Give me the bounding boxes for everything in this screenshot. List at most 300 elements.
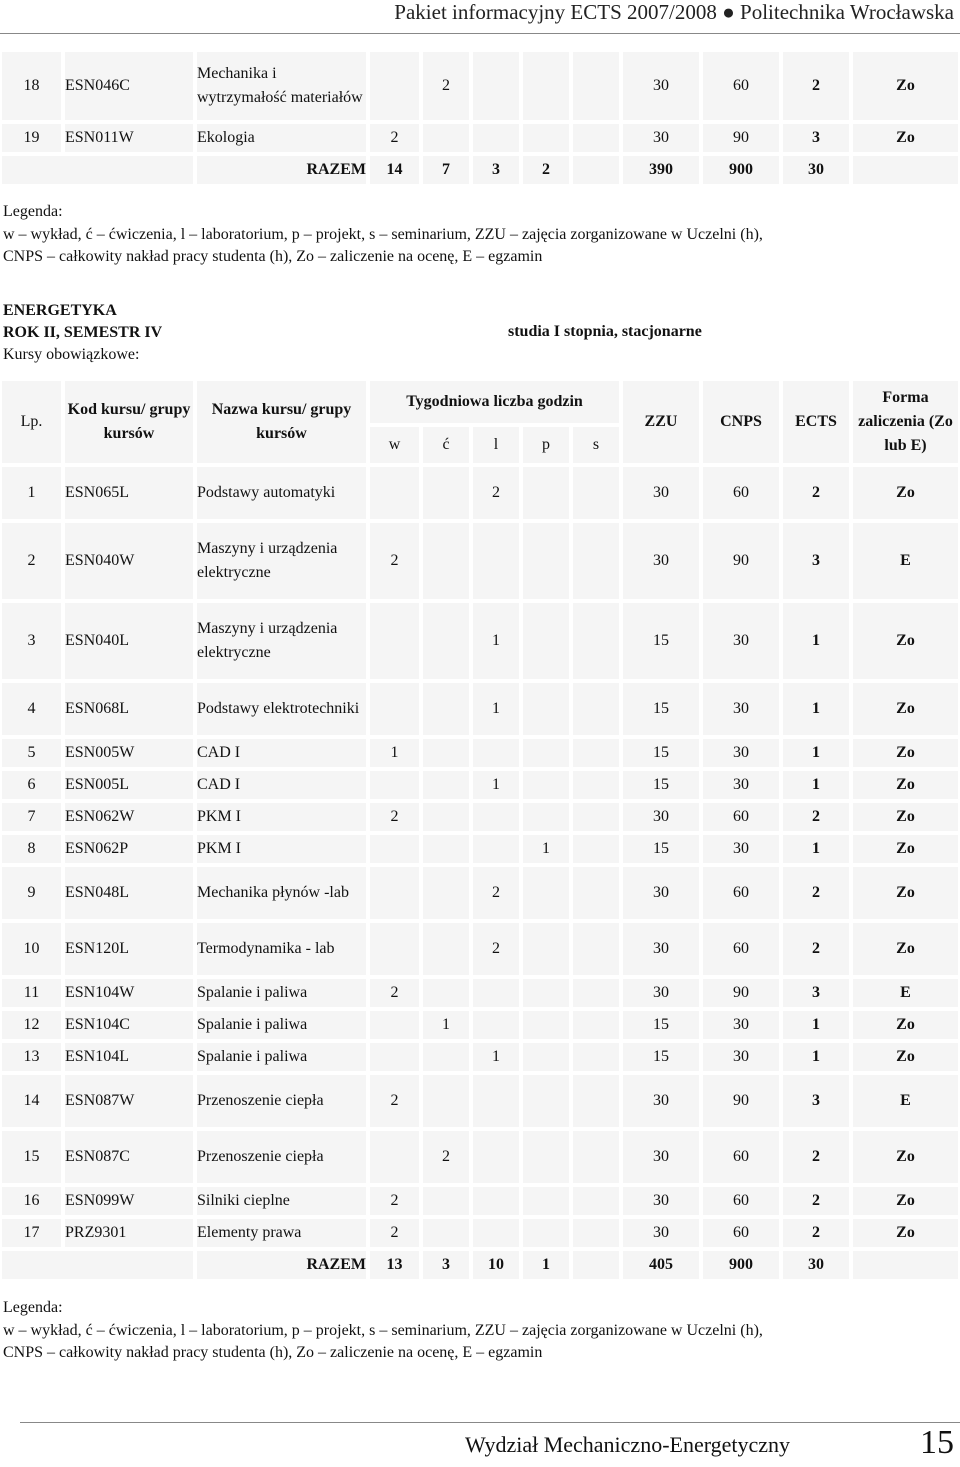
cnps-value: 60 [701, 1217, 781, 1249]
hours-p [521, 1185, 571, 1217]
cnps-value: 60 [701, 1185, 781, 1217]
hours-s [571, 769, 621, 801]
hours-s [571, 1073, 621, 1129]
course-code: ESN104L [63, 1041, 195, 1073]
legend-title: Legenda: [3, 203, 63, 220]
form-value: Zo [851, 1009, 960, 1041]
table-row [0, 737, 960, 769]
hours-s [571, 921, 621, 977]
hours-c [421, 865, 471, 921]
ects-value: 1 [781, 601, 851, 681]
header-lp: Lp. [0, 379, 63, 465]
row-number: 1 [0, 465, 63, 521]
total-c: 3 [421, 1249, 471, 1281]
hours-p [521, 601, 571, 681]
hours-w [368, 1041, 421, 1073]
row-number: 14 [0, 1073, 63, 1129]
cnps-value: 30 [701, 737, 781, 769]
cnps-value: 60 [701, 465, 781, 521]
ects-value: 2 [781, 1129, 851, 1185]
hours-c: 2 [421, 1129, 471, 1185]
form-value: Zo [851, 601, 960, 681]
row-number: 12 [0, 1009, 63, 1041]
hours-s [571, 833, 621, 865]
hours-w: 2 [368, 521, 421, 601]
course-code: PRZ9301 [63, 1217, 195, 1249]
top-course-table [0, 50, 960, 186]
hours-s [571, 1129, 621, 1185]
hours-p [521, 1009, 571, 1041]
zzu-value: 30 [621, 1073, 701, 1129]
hours-p [521, 1073, 571, 1129]
row-number: 10 [0, 921, 63, 977]
course-name: Spalanie i paliwa [195, 977, 368, 1009]
zzu-value: 30 [621, 977, 701, 1009]
form-value: Zo [851, 1217, 960, 1249]
hours-p [521, 977, 571, 1009]
ects-value: 1 [781, 1041, 851, 1073]
footer-faculty: Wydział Mechaniczno-Energetyczny [465, 1432, 791, 1457]
total-spacer [0, 1249, 195, 1281]
zzu-value: 15 [621, 769, 701, 801]
hours-c [421, 801, 471, 833]
legend-line: w – wykład, ć – ćwiczenia, l – laboratorium, p – projekt, s – seminarium, ZZU – zajęcia zorganizowane w Uczelni (h), [3, 225, 763, 243]
header-w: w [368, 425, 421, 465]
course-code: ESN068L [63, 681, 195, 737]
table-row [0, 1009, 960, 1041]
footer-rule [20, 1422, 960, 1423]
row-number: 19 [0, 122, 63, 154]
hours-p [521, 737, 571, 769]
ects-value: 2 [781, 801, 851, 833]
table-row [0, 1041, 960, 1073]
course-name: PKM I [195, 801, 368, 833]
table-row [0, 122, 960, 154]
hours-c [421, 921, 471, 977]
hours-l [471, 1129, 521, 1185]
section-year: ROK II, SEMESTR IV [3, 324, 163, 341]
zzu-value: 15 [621, 1041, 701, 1073]
course-code: ESN104C [63, 1009, 195, 1041]
table-row [0, 601, 960, 681]
total-w: 14 [368, 154, 421, 186]
hours-w [368, 865, 421, 921]
hours-w [368, 921, 421, 977]
course-name: Przenoszenie ciepła [195, 1073, 368, 1129]
ects-value: 3 [781, 977, 851, 1009]
hours-l [471, 1009, 521, 1041]
total-zzu: 405 [621, 1249, 701, 1281]
zzu-value: 30 [621, 865, 701, 921]
course-name: Przenoszenie ciepła [195, 1129, 368, 1185]
zzu-value: 15 [621, 1009, 701, 1041]
hours-p [521, 769, 571, 801]
hours-s [571, 801, 621, 833]
course-code: ESN048L [63, 865, 195, 921]
total-l: 3 [471, 154, 521, 186]
hours-l [471, 1185, 521, 1217]
hours-c: 1 [421, 1009, 471, 1041]
course-name: Maszyny i urządzenia elektryczne [195, 601, 368, 681]
course-name: CAD I [195, 769, 368, 801]
ects-value: 2 [781, 921, 851, 977]
hours-s [571, 465, 621, 521]
row-number: 5 [0, 737, 63, 769]
total-spacer [851, 1249, 960, 1281]
form-value: Zo [851, 737, 960, 769]
total-spacer [0, 154, 195, 186]
hours-c [421, 769, 471, 801]
row-number: 11 [0, 977, 63, 1009]
total-ects: 30 [781, 1249, 851, 1281]
ects-value: 1 [781, 681, 851, 737]
hours-c [421, 1073, 471, 1129]
table-row [0, 977, 960, 1009]
table-row [0, 521, 960, 601]
hours-w: 2 [368, 977, 421, 1009]
row-number: 4 [0, 681, 63, 737]
header-c: ć [421, 425, 471, 465]
hours-s [571, 1185, 621, 1217]
hours-w [368, 1129, 421, 1185]
hours-c [421, 681, 471, 737]
table-row [0, 865, 960, 921]
course-name: Ekologia [195, 122, 368, 154]
total-p: 1 [521, 1249, 571, 1281]
cnps-value: 30 [701, 1009, 781, 1041]
legend-2 [3, 1297, 763, 1365]
hours-p [521, 465, 571, 521]
course-code: ESN040W [63, 521, 195, 601]
legend-line: w – wykład, ć – ćwiczenia, l – laboratorium, p – projekt, s – seminarium, ZZU – zajęcia zorganizowane w Uczelni (h), [3, 1321, 763, 1339]
hours-w [368, 681, 421, 737]
zzu-value: 15 [621, 737, 701, 769]
course-code: ESN011W [63, 122, 195, 154]
course-code: ESN046C [63, 50, 195, 122]
total-c: 7 [421, 154, 471, 186]
header-zzu: ZZU [621, 379, 701, 465]
hours-w: 1 [368, 737, 421, 769]
hours-c [421, 465, 471, 521]
hours-p [521, 1217, 571, 1249]
hours-l: 1 [471, 1041, 521, 1073]
zzu-value: 15 [621, 833, 701, 865]
hours-l: 2 [471, 921, 521, 977]
hours-s [571, 977, 621, 1009]
total-label: RAZEM [195, 154, 368, 186]
total-w: 13 [368, 1249, 421, 1281]
hours-w: 2 [368, 1073, 421, 1129]
hours-l: 2 [471, 465, 521, 521]
hours-w: 2 [368, 122, 421, 154]
total-row [0, 154, 960, 186]
hours-s [571, 737, 621, 769]
course-name: Spalanie i paliwa [195, 1009, 368, 1041]
hours-l: 2 [471, 865, 521, 921]
header-code: Kod kursu/ grupy kursów [63, 379, 195, 465]
course-name: Mechanika i wytrzymałość materiałów [195, 50, 368, 122]
hours-p: 1 [521, 833, 571, 865]
hours-s [571, 50, 621, 122]
total-cnps: 900 [701, 1249, 781, 1281]
form-value: Zo [851, 1041, 960, 1073]
hours-c [421, 521, 471, 601]
table-row [0, 833, 960, 865]
course-name: Spalanie i paliwa [195, 1041, 368, 1073]
hours-w [368, 50, 421, 122]
cnps-value: 30 [701, 1041, 781, 1073]
section-kind: Kursy obowiązkowe: [3, 346, 140, 363]
table-row [0, 1073, 960, 1129]
total-spacer [851, 154, 960, 186]
hours-p [521, 681, 571, 737]
course-code: ESN062P [63, 833, 195, 865]
hours-c [421, 122, 471, 154]
hours-c [421, 737, 471, 769]
hours-l [471, 50, 521, 122]
hours-s [571, 521, 621, 601]
zzu-value: 15 [621, 601, 701, 681]
header-rule [0, 33, 960, 34]
zzu-value: 30 [621, 521, 701, 601]
hours-s [571, 601, 621, 681]
zzu-value: 30 [621, 921, 701, 977]
row-number: 6 [0, 769, 63, 801]
total-label: RAZEM [195, 1249, 368, 1281]
cnps-value: 60 [701, 921, 781, 977]
hours-w: 2 [368, 801, 421, 833]
course-code: ESN104W [63, 977, 195, 1009]
section-heading [3, 300, 162, 366]
total-cnps: 900 [701, 154, 781, 186]
row-number: 7 [0, 801, 63, 833]
header-form: Forma zaliczenia (Zo lub E) [851, 379, 960, 465]
hours-c [421, 601, 471, 681]
hours-l: 1 [471, 681, 521, 737]
course-code: ESN087C [63, 1129, 195, 1185]
header-cnps: CNPS [701, 379, 781, 465]
ects-value: 3 [781, 521, 851, 601]
course-code: ESN005L [63, 769, 195, 801]
hours-w [368, 465, 421, 521]
table-row [0, 465, 960, 521]
zzu-value: 30 [621, 50, 701, 122]
form-value: Zo [851, 50, 960, 122]
zzu-value: 30 [621, 1129, 701, 1185]
course-name: Maszyny i urządzenia elektryczne [195, 521, 368, 601]
hours-p [521, 921, 571, 977]
table-row [0, 769, 960, 801]
hours-p [521, 50, 571, 122]
cnps-value: 90 [701, 521, 781, 601]
form-value: Zo [851, 921, 960, 977]
row-number: 8 [0, 833, 63, 865]
header-p: p [521, 425, 571, 465]
cnps-value: 30 [701, 833, 781, 865]
ects-value: 2 [781, 1185, 851, 1217]
page-header: Pakiet informacyjny ECTS 2007/2008 ● Politechnika Wrocławska [394, 0, 954, 24]
hours-l [471, 122, 521, 154]
course-code: ESN005W [63, 737, 195, 769]
hours-w: 2 [368, 1217, 421, 1249]
ects-value: 3 [781, 1073, 851, 1129]
cnps-value: 60 [701, 50, 781, 122]
hours-c: 2 [421, 50, 471, 122]
hours-l [471, 801, 521, 833]
hours-s [571, 1217, 621, 1249]
hours-l [471, 833, 521, 865]
row-number: 13 [0, 1041, 63, 1073]
main-course-table [0, 379, 960, 1281]
zzu-value: 15 [621, 681, 701, 737]
header-s: s [571, 425, 621, 465]
ects-value: 1 [781, 769, 851, 801]
row-number: 15 [0, 1129, 63, 1185]
total-p: 2 [521, 154, 571, 186]
cnps-value: 30 [701, 681, 781, 737]
zzu-value: 30 [621, 801, 701, 833]
total-ects: 30 [781, 154, 851, 186]
hours-l [471, 1073, 521, 1129]
hours-l: 1 [471, 769, 521, 801]
course-name: CAD I [195, 737, 368, 769]
hours-s [571, 1041, 621, 1073]
zzu-value: 30 [621, 122, 701, 154]
hours-p [521, 801, 571, 833]
header-l: l [471, 425, 521, 465]
hours-p [521, 865, 571, 921]
course-code: ESN120L [63, 921, 195, 977]
course-name: Termodynamika - lab [195, 921, 368, 977]
zzu-value: 30 [621, 1217, 701, 1249]
legend-line: CNPS – całkowity nakład pracy studenta (h), Zo – zaliczenie na ocenę, E – egzamin [3, 1344, 543, 1361]
ects-value: 2 [781, 50, 851, 122]
total-l: 10 [471, 1249, 521, 1281]
course-name: Mechanika płynów -lab [195, 865, 368, 921]
hours-w [368, 769, 421, 801]
course-code: ESN099W [63, 1185, 195, 1217]
course-name: Podstawy automatyki [195, 465, 368, 521]
form-value: Zo [851, 465, 960, 521]
course-name: Silniki cieplne [195, 1185, 368, 1217]
header-weekly: Tygodniowa liczba godzin [368, 379, 621, 425]
header-ects: ECTS [781, 379, 851, 465]
hours-p [521, 1041, 571, 1073]
course-name: Podstawy elektrotechniki [195, 681, 368, 737]
cnps-value: 30 [701, 769, 781, 801]
table-row [0, 50, 960, 122]
hours-p [521, 521, 571, 601]
hours-p [521, 122, 571, 154]
course-code: ESN040L [63, 601, 195, 681]
total-row [0, 1249, 960, 1281]
form-value: E [851, 977, 960, 1009]
hours-s [571, 1009, 621, 1041]
row-number: 16 [0, 1185, 63, 1217]
cnps-value: 90 [701, 122, 781, 154]
form-value: Zo [851, 801, 960, 833]
form-value: Zo [851, 769, 960, 801]
form-value: Zo [851, 1185, 960, 1217]
table-row [0, 1185, 960, 1217]
ects-value: 3 [781, 122, 851, 154]
course-code: ESN065L [63, 465, 195, 521]
ects-value: 1 [781, 737, 851, 769]
table-row [0, 801, 960, 833]
cnps-value: 30 [701, 601, 781, 681]
form-value: Zo [851, 1129, 960, 1185]
total-zzu: 390 [621, 154, 701, 186]
table-row [0, 681, 960, 737]
legend-1 [3, 201, 763, 269]
hours-c [421, 1217, 471, 1249]
total-s [571, 154, 621, 186]
hours-s [571, 681, 621, 737]
form-value: E [851, 521, 960, 601]
row-number: 18 [0, 50, 63, 122]
course-name: Elementy prawa [195, 1217, 368, 1249]
hours-c [421, 977, 471, 1009]
ects-value: 2 [781, 865, 851, 921]
zzu-value: 30 [621, 1185, 701, 1217]
total-s [571, 1249, 621, 1281]
cnps-value: 90 [701, 977, 781, 1009]
legend-title: Legenda: [3, 1299, 63, 1316]
ects-value: 2 [781, 1217, 851, 1249]
hours-w [368, 1009, 421, 1041]
table-row [0, 921, 960, 977]
cnps-value: 60 [701, 1129, 781, 1185]
course-name: PKM I [195, 833, 368, 865]
header-name: Nazwa kursu/ grupy kursów [195, 379, 368, 465]
table-row [0, 1217, 960, 1249]
form-value: Zo [851, 122, 960, 154]
course-code: ESN087W [63, 1073, 195, 1129]
cnps-value: 60 [701, 865, 781, 921]
table-row [0, 1129, 960, 1185]
hours-l [471, 1217, 521, 1249]
row-number: 9 [0, 865, 63, 921]
hours-c [421, 1185, 471, 1217]
form-value: Zo [851, 833, 960, 865]
ects-value: 2 [781, 465, 851, 521]
hours-c [421, 833, 471, 865]
zzu-value: 30 [621, 465, 701, 521]
study-mode: studia I stopnia, stacjonarne [508, 323, 702, 340]
hours-c [421, 1041, 471, 1073]
hours-l: 1 [471, 601, 521, 681]
ects-value: 1 [781, 1009, 851, 1041]
hours-l [471, 737, 521, 769]
row-number: 17 [0, 1217, 63, 1249]
section-field: ENERGETYKA [3, 302, 117, 319]
form-value: Zo [851, 865, 960, 921]
row-number: 2 [0, 521, 63, 601]
hours-p [521, 1129, 571, 1185]
hours-s [571, 122, 621, 154]
course-code: ESN062W [63, 801, 195, 833]
form-value: Zo [851, 681, 960, 737]
hours-w: 2 [368, 1185, 421, 1217]
ects-value: 1 [781, 833, 851, 865]
row-number: 3 [0, 601, 63, 681]
hours-l [471, 977, 521, 1009]
hours-w [368, 833, 421, 865]
hours-l [471, 521, 521, 601]
hours-s [571, 865, 621, 921]
hours-w [368, 601, 421, 681]
cnps-value: 90 [701, 1073, 781, 1129]
